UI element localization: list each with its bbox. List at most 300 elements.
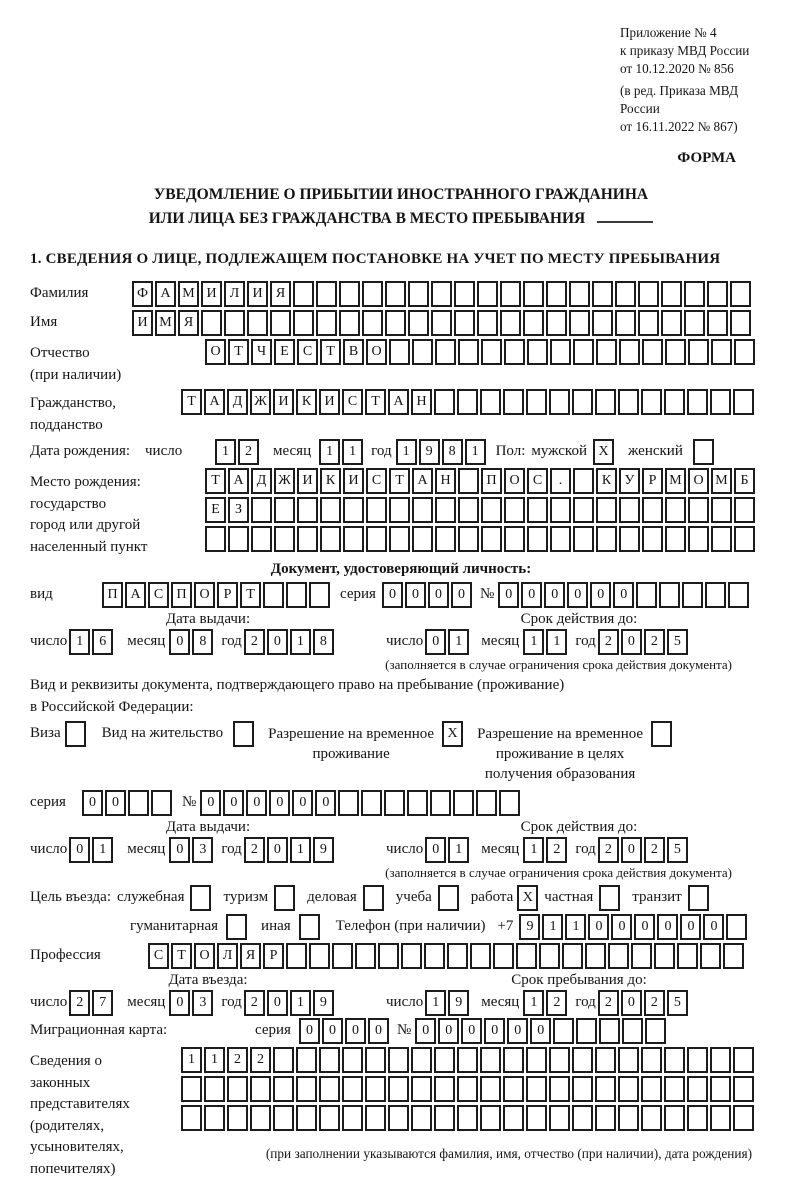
char-box[interactable]	[342, 1047, 363, 1073]
char-box[interactable]	[434, 1105, 455, 1131]
char-box[interactable]	[365, 1105, 386, 1131]
char-box[interactable]: 0	[590, 582, 611, 608]
char-box[interactable]	[499, 790, 520, 816]
char-box[interactable]: 8	[192, 629, 213, 655]
female-checkbox[interactable]	[693, 439, 714, 465]
char-box[interactable]: 0	[82, 790, 103, 816]
char-box[interactable]	[201, 310, 222, 336]
char-box[interactable]	[734, 497, 755, 523]
char-box[interactable]	[733, 389, 754, 415]
char-box[interactable]: 2	[69, 990, 90, 1016]
char-box[interactable]	[228, 526, 249, 552]
char-box[interactable]: С	[297, 339, 318, 365]
char-box[interactable]: И	[319, 389, 340, 415]
char-box[interactable]	[665, 526, 686, 552]
char-box[interactable]: 1	[565, 914, 586, 940]
char-box[interactable]: К	[296, 389, 317, 415]
char-box[interactable]: 0	[567, 582, 588, 608]
purpose-humanitarian-checkbox[interactable]	[226, 914, 247, 940]
char-box[interactable]: Ч	[251, 339, 272, 365]
char-box[interactable]	[622, 1018, 643, 1044]
char-box[interactable]	[619, 339, 640, 365]
purpose-tourism-checkbox[interactable]	[274, 885, 295, 911]
char-box[interactable]: Т	[365, 389, 386, 415]
char-box[interactable]	[573, 497, 594, 523]
char-box[interactable]: 0	[223, 790, 244, 816]
char-box[interactable]	[227, 1105, 248, 1131]
char-box[interactable]	[664, 1047, 685, 1073]
char-box[interactable]	[250, 1105, 271, 1131]
char-box[interactable]	[447, 943, 468, 969]
char-box[interactable]	[434, 389, 455, 415]
char-box[interactable]	[412, 339, 433, 365]
char-box[interactable]: 2	[244, 837, 265, 863]
char-box[interactable]	[728, 582, 749, 608]
char-box[interactable]	[270, 310, 291, 336]
char-box[interactable]	[247, 310, 268, 336]
char-box[interactable]	[366, 526, 387, 552]
char-box[interactable]	[687, 1105, 708, 1131]
char-box[interactable]: А	[412, 468, 433, 494]
char-box[interactable]: А	[155, 281, 176, 307]
char-box[interactable]	[596, 526, 617, 552]
char-box[interactable]: 0	[498, 582, 519, 608]
char-box[interactable]	[503, 1047, 524, 1073]
char-box[interactable]	[549, 1105, 570, 1131]
char-box[interactable]	[642, 497, 663, 523]
char-box[interactable]	[664, 1076, 685, 1102]
char-box[interactable]	[526, 389, 547, 415]
char-box[interactable]	[638, 281, 659, 307]
char-box[interactable]: 0	[269, 790, 290, 816]
char-box[interactable]: А	[204, 389, 225, 415]
char-box[interactable]	[412, 526, 433, 552]
char-box[interactable]: С	[342, 389, 363, 415]
char-box[interactable]	[733, 1076, 754, 1102]
char-box[interactable]	[516, 943, 537, 969]
char-box[interactable]	[618, 1105, 639, 1131]
char-box[interactable]	[572, 389, 593, 415]
char-box[interactable]	[573, 468, 594, 494]
char-box[interactable]: 3	[192, 990, 213, 1016]
char-box[interactable]: 0	[267, 837, 288, 863]
char-box[interactable]	[458, 339, 479, 365]
char-box[interactable]	[388, 1076, 409, 1102]
char-box[interactable]	[665, 339, 686, 365]
char-box[interactable]	[664, 389, 685, 415]
char-box[interactable]	[546, 310, 567, 336]
char-box[interactable]	[523, 281, 544, 307]
char-box[interactable]: 0	[611, 914, 632, 940]
char-box[interactable]	[411, 1076, 432, 1102]
char-box[interactable]: 1	[425, 990, 446, 1016]
char-box[interactable]	[362, 281, 383, 307]
char-box[interactable]: 5	[667, 990, 688, 1016]
char-box[interactable]: Р	[217, 582, 238, 608]
char-box[interactable]	[576, 1018, 597, 1044]
char-box[interactable]	[523, 310, 544, 336]
char-box[interactable]	[687, 1076, 708, 1102]
char-box[interactable]: А	[228, 468, 249, 494]
char-box[interactable]: 0	[451, 582, 472, 608]
char-box[interactable]	[457, 1047, 478, 1073]
char-box[interactable]	[707, 310, 728, 336]
char-box[interactable]	[274, 497, 295, 523]
char-box[interactable]	[631, 943, 652, 969]
char-box[interactable]: 1	[546, 629, 567, 655]
char-box[interactable]: С	[148, 582, 169, 608]
char-box[interactable]	[309, 943, 330, 969]
char-box[interactable]	[710, 1047, 731, 1073]
char-box[interactable]: О	[205, 339, 226, 365]
char-box[interactable]	[431, 310, 452, 336]
char-box[interactable]	[618, 389, 639, 415]
char-box[interactable]: М	[155, 310, 176, 336]
char-box[interactable]	[204, 1105, 225, 1131]
char-box[interactable]	[274, 526, 295, 552]
char-box[interactable]	[362, 310, 383, 336]
char-box[interactable]: О	[194, 943, 215, 969]
char-box[interactable]: И	[297, 468, 318, 494]
char-box[interactable]	[476, 790, 497, 816]
char-box[interactable]	[549, 1076, 570, 1102]
char-box[interactable]: Е	[205, 497, 226, 523]
char-box[interactable]	[316, 281, 337, 307]
char-box[interactable]	[263, 582, 284, 608]
char-box[interactable]	[355, 943, 376, 969]
char-box[interactable]: 1	[215, 439, 236, 465]
title-blank-field[interactable]	[597, 209, 653, 223]
char-box[interactable]	[470, 943, 491, 969]
char-box[interactable]: 9	[519, 914, 540, 940]
char-box[interactable]	[385, 281, 406, 307]
char-box[interactable]	[286, 582, 307, 608]
char-box[interactable]	[411, 1047, 432, 1073]
purpose-private-checkbox[interactable]	[599, 885, 620, 911]
char-box[interactable]	[503, 1076, 524, 1102]
char-box[interactable]	[711, 339, 732, 365]
char-box[interactable]	[365, 1076, 386, 1102]
char-box[interactable]	[454, 281, 475, 307]
char-box[interactable]	[430, 790, 451, 816]
char-box[interactable]	[434, 1047, 455, 1073]
char-box[interactable]: 0	[315, 790, 336, 816]
char-box[interactable]	[642, 339, 663, 365]
char-box[interactable]	[389, 526, 410, 552]
char-box[interactable]: Ж	[274, 468, 295, 494]
char-box[interactable]: 1	[465, 439, 486, 465]
char-box[interactable]	[151, 790, 172, 816]
char-box[interactable]	[388, 1047, 409, 1073]
char-box[interactable]	[296, 1047, 317, 1073]
char-box[interactable]: Д	[251, 468, 272, 494]
char-box[interactable]: 2	[598, 837, 619, 863]
char-box[interactable]: 0	[292, 790, 313, 816]
char-box[interactable]: 0	[621, 837, 642, 863]
char-box[interactable]: 0	[521, 582, 542, 608]
char-box[interactable]	[481, 497, 502, 523]
char-box[interactable]	[365, 1047, 386, 1073]
char-box[interactable]	[733, 1047, 754, 1073]
char-box[interactable]: К	[320, 468, 341, 494]
char-box[interactable]	[480, 1047, 501, 1073]
char-box[interactable]	[458, 468, 479, 494]
char-box[interactable]	[711, 497, 732, 523]
char-box[interactable]: М	[178, 281, 199, 307]
char-box[interactable]: 0	[680, 914, 701, 940]
char-box[interactable]: В	[343, 339, 364, 365]
char-box[interactable]: 9	[419, 439, 440, 465]
char-box[interactable]: 1	[290, 629, 311, 655]
char-box[interactable]: И	[273, 389, 294, 415]
char-box[interactable]: П	[102, 582, 123, 608]
char-box[interactable]: 0	[621, 629, 642, 655]
char-box[interactable]: М	[711, 468, 732, 494]
char-box[interactable]: 0	[621, 990, 642, 1016]
char-box[interactable]: П	[481, 468, 502, 494]
char-box[interactable]: 7	[92, 990, 113, 1016]
char-box[interactable]	[595, 1047, 616, 1073]
purpose-study-checkbox[interactable]	[438, 885, 459, 911]
char-box[interactable]: 0	[345, 1018, 366, 1044]
purpose-official-checkbox[interactable]	[190, 885, 211, 911]
char-box[interactable]: З	[228, 497, 249, 523]
char-box[interactable]	[503, 389, 524, 415]
char-box[interactable]	[435, 526, 456, 552]
char-box[interactable]	[504, 497, 525, 523]
char-box[interactable]	[343, 497, 364, 523]
char-box[interactable]	[204, 1076, 225, 1102]
char-box[interactable]: 1	[290, 837, 311, 863]
char-box[interactable]	[526, 1105, 547, 1131]
char-box[interactable]	[573, 526, 594, 552]
char-box[interactable]	[665, 497, 686, 523]
char-box[interactable]	[407, 790, 428, 816]
char-box[interactable]: 0	[425, 837, 446, 863]
char-box[interactable]: Е	[274, 339, 295, 365]
char-box[interactable]	[250, 1076, 271, 1102]
char-box[interactable]: 2	[546, 837, 567, 863]
char-box[interactable]	[293, 310, 314, 336]
char-box[interactable]	[688, 497, 709, 523]
char-box[interactable]: И	[343, 468, 364, 494]
char-box[interactable]	[408, 310, 429, 336]
char-box[interactable]	[296, 1105, 317, 1131]
char-box[interactable]: 5	[667, 837, 688, 863]
char-box[interactable]: И	[201, 281, 222, 307]
temp-residence-checkbox[interactable]: X	[442, 721, 463, 747]
char-box[interactable]	[273, 1047, 294, 1073]
temp-residence-edu-checkbox[interactable]	[651, 721, 672, 747]
char-box[interactable]	[361, 790, 382, 816]
char-box[interactable]	[500, 281, 521, 307]
char-box[interactable]	[734, 339, 755, 365]
char-box[interactable]	[481, 339, 502, 365]
char-box[interactable]	[573, 339, 594, 365]
char-box[interactable]: Н	[411, 389, 432, 415]
char-box[interactable]	[434, 1076, 455, 1102]
char-box[interactable]: 0	[405, 582, 426, 608]
char-box[interactable]	[710, 1076, 731, 1102]
char-box[interactable]	[319, 1047, 340, 1073]
char-box[interactable]	[343, 526, 364, 552]
char-box[interactable]: 0	[425, 629, 446, 655]
char-box[interactable]: М	[665, 468, 686, 494]
char-box[interactable]: 0	[544, 582, 565, 608]
char-box[interactable]	[549, 1047, 570, 1073]
char-box[interactable]: Т	[240, 582, 261, 608]
char-box[interactable]: 2	[644, 629, 665, 655]
char-box[interactable]	[618, 1076, 639, 1102]
char-box[interactable]	[435, 339, 456, 365]
char-box[interactable]: 0	[530, 1018, 551, 1044]
char-box[interactable]: У	[619, 468, 640, 494]
char-box[interactable]	[128, 790, 149, 816]
char-box[interactable]: 0	[169, 837, 190, 863]
char-box[interactable]: 0	[703, 914, 724, 940]
char-box[interactable]	[227, 1076, 248, 1102]
char-box[interactable]	[654, 943, 675, 969]
char-box[interactable]: 0	[415, 1018, 436, 1044]
char-box[interactable]	[550, 526, 571, 552]
char-box[interactable]: Б	[734, 468, 755, 494]
char-box[interactable]: Я	[240, 943, 261, 969]
char-box[interactable]	[550, 339, 571, 365]
char-box[interactable]	[319, 1105, 340, 1131]
char-box[interactable]: 0	[267, 629, 288, 655]
char-box[interactable]	[526, 1076, 547, 1102]
char-box[interactable]: Ф	[132, 281, 153, 307]
char-box[interactable]: Л	[224, 281, 245, 307]
char-box[interactable]: 0	[322, 1018, 343, 1044]
char-box[interactable]	[181, 1105, 202, 1131]
char-box[interactable]	[723, 943, 744, 969]
char-box[interactable]: И	[247, 281, 268, 307]
char-box[interactable]: Д	[227, 389, 248, 415]
char-box[interactable]: 5	[667, 629, 688, 655]
purpose-work-checkbox[interactable]: X	[517, 885, 538, 911]
residence-permit-checkbox[interactable]	[233, 721, 254, 747]
char-box[interactable]	[296, 1076, 317, 1102]
char-box[interactable]	[550, 497, 571, 523]
char-box[interactable]: П	[171, 582, 192, 608]
char-box[interactable]: Т	[320, 339, 341, 365]
char-box[interactable]	[389, 339, 410, 365]
char-box[interactable]: 0	[461, 1018, 482, 1044]
char-box[interactable]: 0	[484, 1018, 505, 1044]
char-box[interactable]: 0	[169, 990, 190, 1016]
char-box[interactable]	[595, 1076, 616, 1102]
char-box[interactable]	[477, 310, 498, 336]
char-box[interactable]	[339, 281, 360, 307]
char-box[interactable]: Т	[171, 943, 192, 969]
char-box[interactable]	[705, 582, 726, 608]
char-box[interactable]	[688, 526, 709, 552]
char-box[interactable]: 2	[227, 1047, 248, 1073]
char-box[interactable]	[710, 389, 731, 415]
char-box[interactable]: 0	[588, 914, 609, 940]
char-box[interactable]: 2	[644, 990, 665, 1016]
char-box[interactable]: 1	[319, 439, 340, 465]
char-box[interactable]	[595, 1105, 616, 1131]
char-box[interactable]	[366, 497, 387, 523]
char-box[interactable]: 1	[542, 914, 563, 940]
purpose-other-checkbox[interactable]	[299, 914, 320, 940]
char-box[interactable]	[599, 1018, 620, 1044]
char-box[interactable]	[424, 943, 445, 969]
char-box[interactable]	[342, 1105, 363, 1131]
char-box[interactable]: 2	[238, 439, 259, 465]
char-box[interactable]: А	[125, 582, 146, 608]
char-box[interactable]: 9	[313, 837, 334, 863]
char-box[interactable]: Ж	[250, 389, 271, 415]
char-box[interactable]: 0	[299, 1018, 320, 1044]
char-box[interactable]: 0	[246, 790, 267, 816]
char-box[interactable]	[458, 526, 479, 552]
char-box[interactable]	[700, 943, 721, 969]
char-box[interactable]: 1	[523, 837, 544, 863]
char-box[interactable]	[659, 582, 680, 608]
char-box[interactable]: О	[504, 468, 525, 494]
char-box[interactable]: 0	[69, 837, 90, 863]
char-box[interactable]	[453, 790, 474, 816]
char-box[interactable]	[339, 310, 360, 336]
char-box[interactable]: 9	[448, 990, 469, 1016]
char-box[interactable]: 0	[657, 914, 678, 940]
char-box[interactable]	[687, 389, 708, 415]
char-box[interactable]: Р	[263, 943, 284, 969]
char-box[interactable]: 0	[634, 914, 655, 940]
char-box[interactable]	[730, 310, 751, 336]
char-box[interactable]	[572, 1076, 593, 1102]
char-box[interactable]: Н	[435, 468, 456, 494]
char-box[interactable]	[733, 1105, 754, 1131]
char-box[interactable]	[539, 943, 560, 969]
char-box[interactable]: 8	[442, 439, 463, 465]
char-box[interactable]	[251, 497, 272, 523]
char-box[interactable]	[641, 389, 662, 415]
char-box[interactable]	[500, 310, 521, 336]
char-box[interactable]: И	[132, 310, 153, 336]
char-box[interactable]	[569, 310, 590, 336]
char-box[interactable]: О	[194, 582, 215, 608]
char-box[interactable]	[664, 1105, 685, 1131]
char-box[interactable]: О	[366, 339, 387, 365]
male-checkbox[interactable]: X	[593, 439, 614, 465]
char-box[interactable]	[181, 1076, 202, 1102]
char-box[interactable]	[481, 526, 502, 552]
char-box[interactable]	[477, 281, 498, 307]
char-box[interactable]: 2	[244, 990, 265, 1016]
char-box[interactable]	[684, 281, 705, 307]
char-box[interactable]	[401, 943, 422, 969]
char-box[interactable]	[504, 339, 525, 365]
char-box[interactable]: 1	[290, 990, 311, 1016]
char-box[interactable]	[504, 526, 525, 552]
char-box[interactable]	[641, 1076, 662, 1102]
purpose-transit-checkbox[interactable]	[688, 885, 709, 911]
char-box[interactable]: 0	[200, 790, 221, 816]
char-box[interactable]	[293, 281, 314, 307]
char-box[interactable]	[688, 339, 709, 365]
char-box[interactable]	[251, 526, 272, 552]
char-box[interactable]: 1	[342, 439, 363, 465]
char-box[interactable]	[431, 281, 452, 307]
char-box[interactable]	[384, 790, 405, 816]
char-box[interactable]: О	[688, 468, 709, 494]
char-box[interactable]: Я	[178, 310, 199, 336]
char-box[interactable]	[596, 339, 617, 365]
